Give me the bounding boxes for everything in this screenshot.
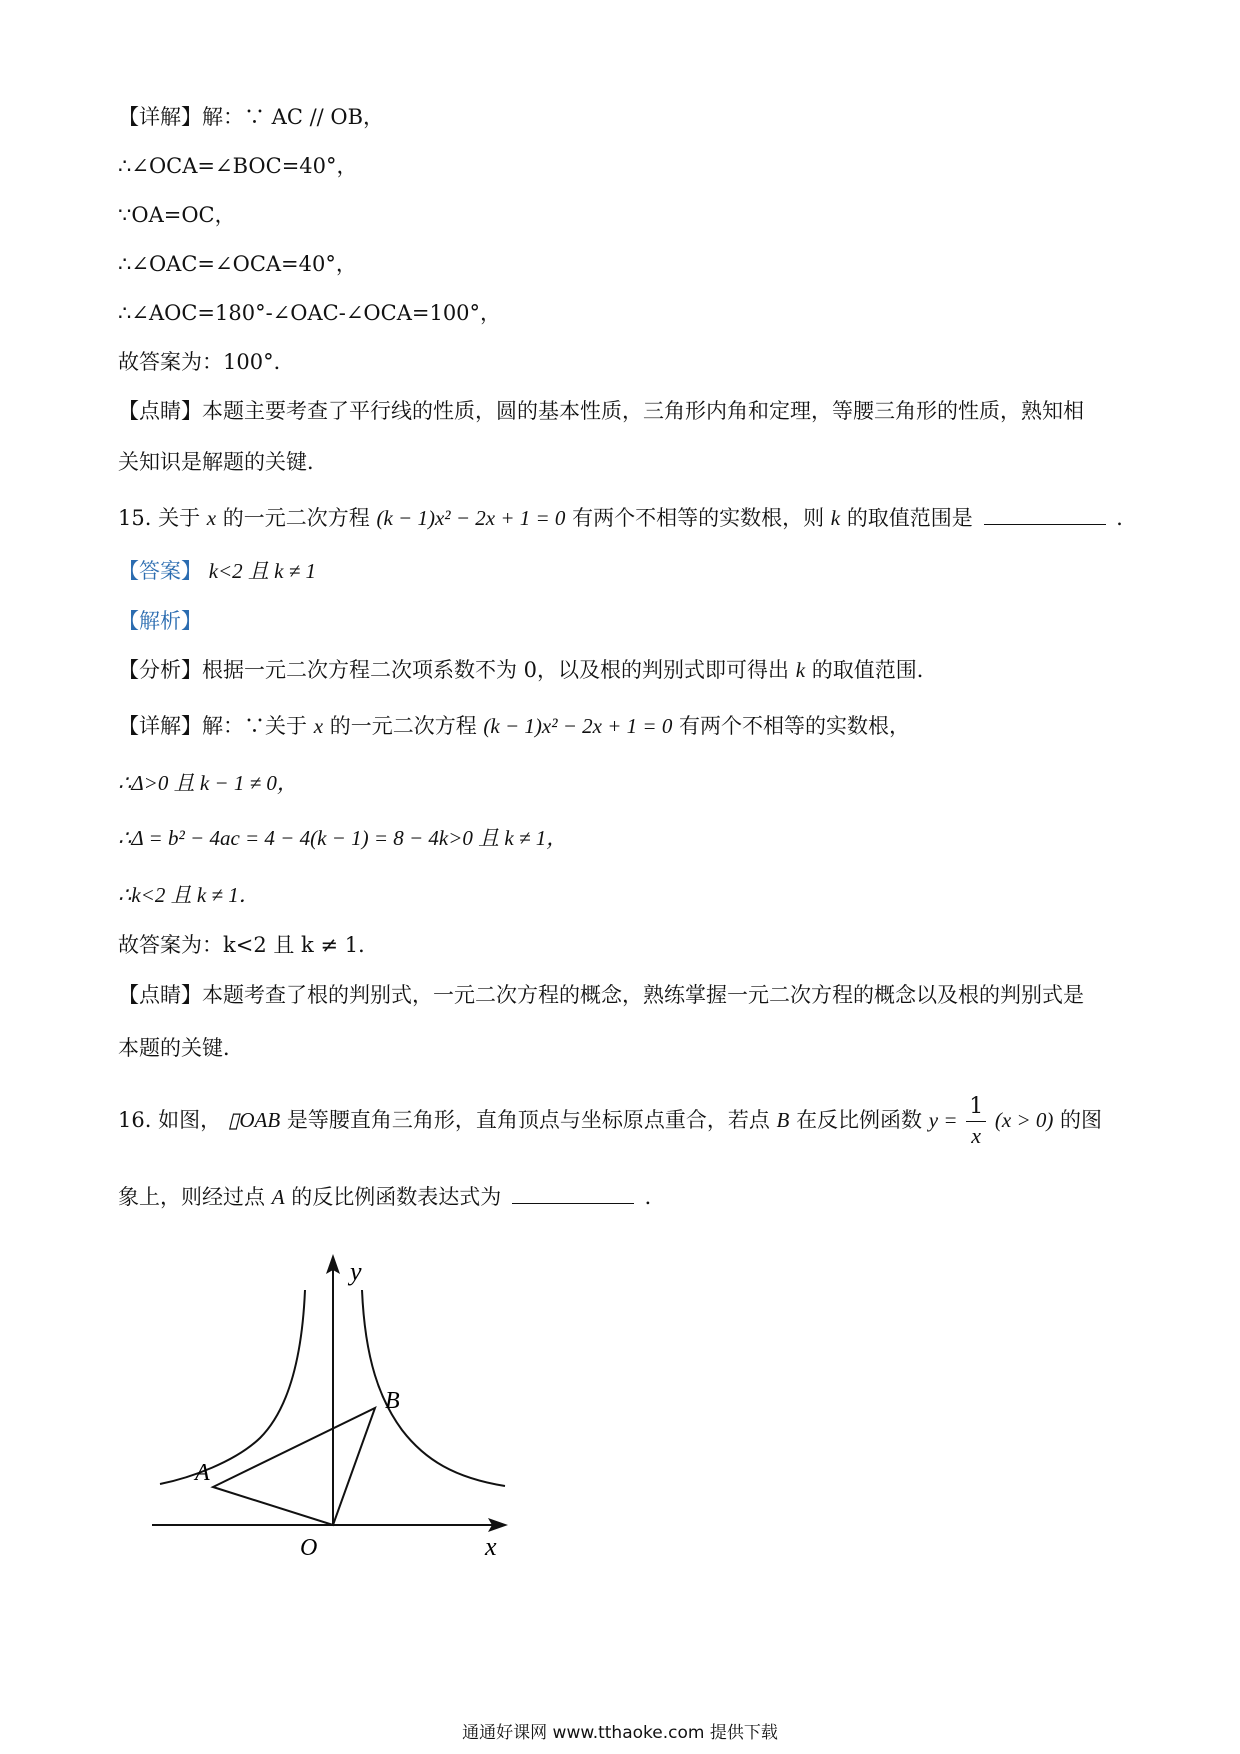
triangle-symbol: ▯OAB <box>227 1108 281 1132</box>
question-16-line-2 <box>118 1182 666 1212</box>
question-text: 的一元二次方程 <box>222 506 370 530</box>
answer-blank <box>984 504 1106 525</box>
period: ． <box>644 1185 666 1209</box>
fenxi-text: 的取值范围． <box>811 658 938 682</box>
xiangjie-text: 【详解】解：∵关于 <box>118 714 307 738</box>
variable: k <box>795 658 806 682</box>
variable: k <box>830 506 841 530</box>
point-label: B <box>776 1108 790 1132</box>
analysis-tag: 【解析】 <box>118 609 202 633</box>
fenxi-line <box>118 655 938 685</box>
question-text: 的取值范围是 <box>846 506 973 530</box>
variable: x <box>313 714 324 738</box>
solution-line-6: 故答案为：100°． <box>118 350 295 374</box>
left-hyperbola-branch <box>160 1290 305 1484</box>
right-hyperbola-branch <box>362 1290 505 1486</box>
solution-line-4: ∴∠OAC=∠OCA=40°， <box>118 252 357 276</box>
answer-tag: 【答案】 <box>118 559 202 583</box>
xiangjie-text: 有两个不相等的实数根， <box>679 714 911 738</box>
step-4: 故答案为：k<2 且 k ≠ 1． <box>118 933 380 957</box>
dianjing-line-1: 【点睛】本题主要考查了平行线的性质，圆的基本性质，三角形内角和定理，等腰三角形的性质，熟知相 <box>118 399 1084 423</box>
domain-condition: (x > 0) <box>994 1108 1054 1132</box>
function-lhs: y = <box>928 1108 958 1132</box>
step-1: ∴Δ>0 且 k − 1 ≠ 0， <box>118 771 298 795</box>
point-b-label: B <box>385 1388 400 1414</box>
dianjing15-line-2: 本题的关键． <box>118 1036 244 1060</box>
question-text: 是等腰直角三角形，直角顶点与坐标原点重合，若点 <box>286 1108 770 1132</box>
point-label: A <box>271 1185 285 1209</box>
question-16 <box>118 1090 1102 1150</box>
solution-line-5: ∴∠AOC=180°-∠OAC-∠OCA=100°， <box>118 301 502 325</box>
question-number: 15. <box>118 506 152 530</box>
footer-watermark: 通通好课网 www.tthaoke.com 提供下载 <box>462 1723 778 1743</box>
fraction-numerator: 1 <box>966 1093 986 1122</box>
dianjing15-line-1: 【点睛】本题考查了根的判别式，一元二次方程的概念，熟练掌握一元二次方程的概念以及根的判别式是 <box>118 983 1084 1007</box>
point-a-label: A <box>195 1460 210 1486</box>
question-number: 16. <box>118 1108 152 1132</box>
answer-text: k<2 且 k ≠ 1 <box>208 559 317 583</box>
step-3: ∴k<2 且 k ≠ 1． <box>118 883 260 907</box>
origin-label: O <box>300 1535 318 1561</box>
question-text: 象上，则经过点 <box>118 1185 265 1209</box>
variable: x <box>206 506 217 530</box>
answer-blank <box>512 1183 634 1204</box>
triangle-oab <box>213 1408 375 1525</box>
period: ． <box>1116 506 1138 530</box>
fraction-denominator: x <box>971 1123 982 1148</box>
fenxi-text: 【分析】根据一元二次方程二次项系数不为 0，以及根的判别式即可得出 <box>118 658 790 682</box>
question-text: 在反比例函数 <box>796 1108 923 1132</box>
xiangjie-line <box>118 711 910 741</box>
solution-line-3: ∵OA=OC， <box>118 203 236 227</box>
question-text: 关于 <box>158 506 201 530</box>
equation: (k − 1)x² − 2x + 1 = 0 <box>483 714 673 738</box>
xiangjie-text: 的一元二次方程 <box>329 714 477 738</box>
equation: (k − 1)x² − 2x + 1 = 0 <box>376 506 566 530</box>
question-15 <box>118 503 1137 533</box>
question-text: 如图， <box>158 1108 222 1132</box>
y-label: y <box>350 1257 362 1286</box>
dianjing-line-2: 关知识是解题的关键． <box>118 450 328 474</box>
hyperbola-figure <box>140 1250 520 1580</box>
question-text: 的图 <box>1060 1108 1103 1132</box>
step-2: ∴Δ = b² − 4ac = 4 − 4(k − 1) = 8 − 4k>0 且 k ≠ 1， <box>118 826 568 850</box>
question-text: 有两个不相等的实数根，则 <box>572 506 825 530</box>
fraction <box>966 1093 986 1150</box>
question-text: 的反比例函数表达式为 <box>291 1185 502 1209</box>
solution-line-2: ∴∠OCA=∠BOC=40°， <box>118 154 358 178</box>
solution-line-1: 【详解】解：∵ AC // OB， <box>118 105 385 129</box>
x-label: x <box>485 1532 497 1561</box>
answer-line <box>118 556 316 586</box>
